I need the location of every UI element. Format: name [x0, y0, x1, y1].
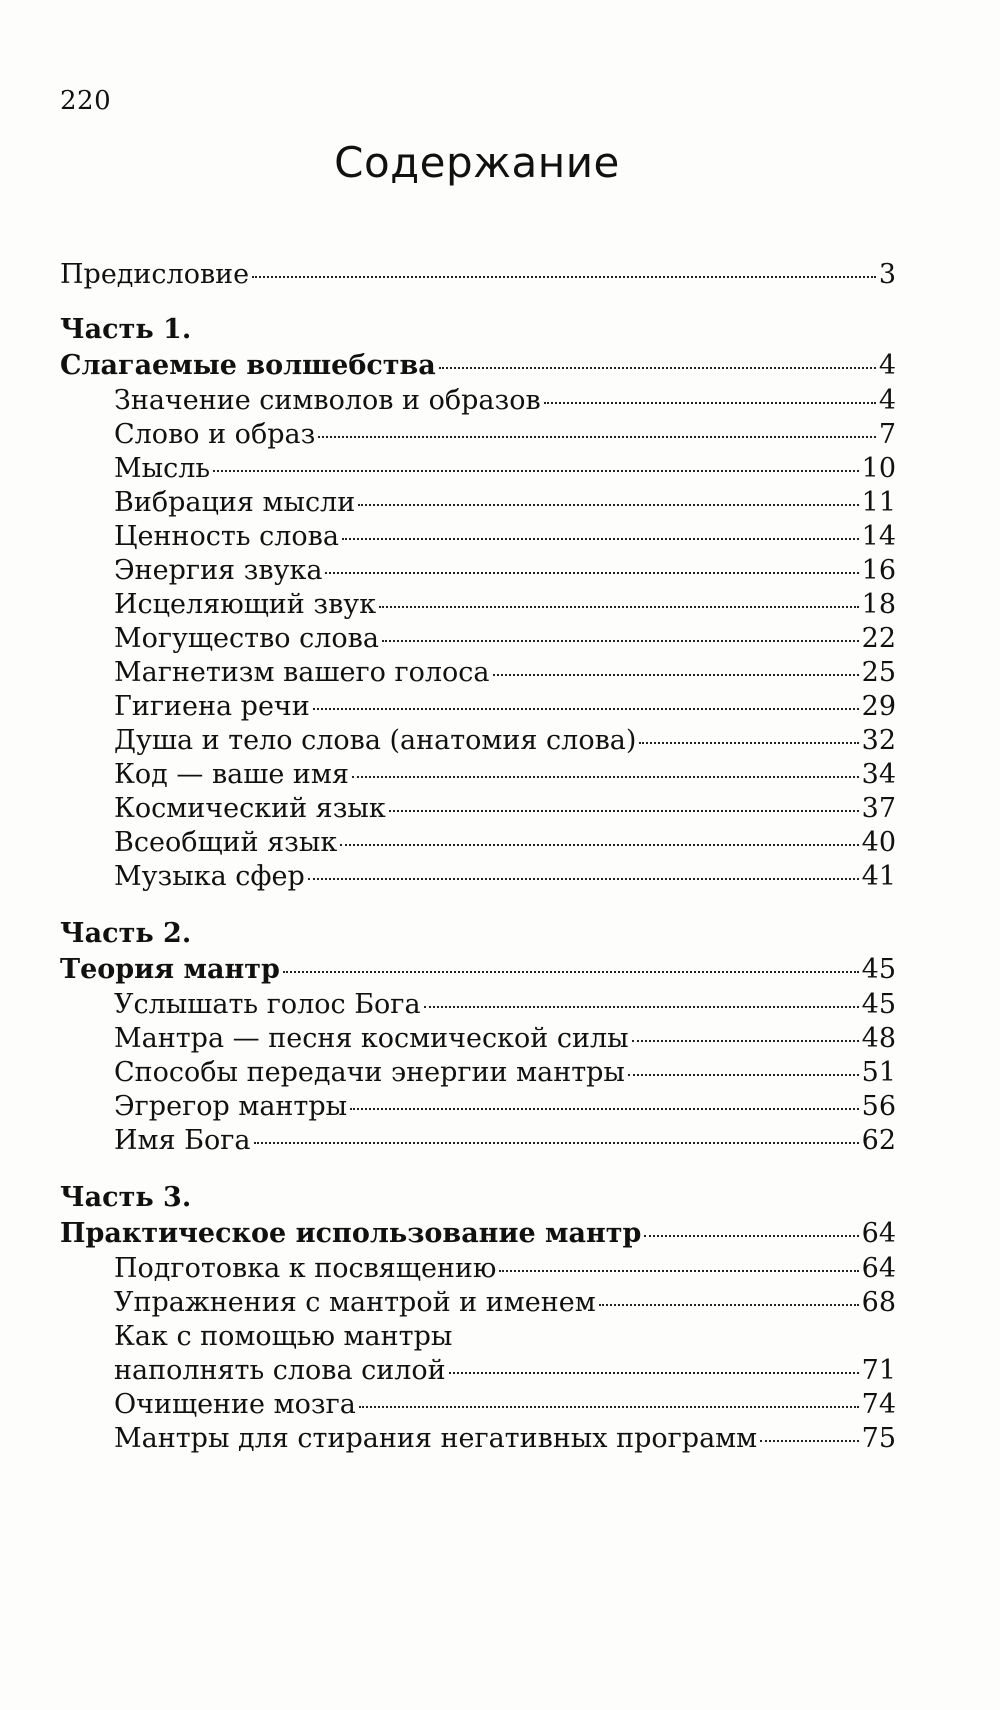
toc-part-title[interactable] [60, 953, 896, 987]
dot-leader [544, 402, 876, 404]
dot-leader [632, 1040, 859, 1042]
dot-leader [342, 538, 859, 540]
toc-entry-preface[interactable] [60, 258, 896, 292]
dot-leader [493, 674, 859, 676]
part-heading: Часть 2. [60, 918, 192, 949]
toc-entry-label: Всеобщий язык [114, 827, 338, 858]
dot-leader [499, 1270, 858, 1272]
dot-leader [252, 276, 876, 278]
toc-entry-page: 29 [861, 691, 896, 722]
toc-entry-label: Значение символов и образов [114, 385, 541, 416]
dot-leader [639, 742, 858, 744]
page-number: 220 [60, 86, 112, 116]
toc-entry-page: 51 [861, 1057, 896, 1088]
toc-entry-page: 75 [861, 1423, 896, 1454]
toc-part-page: 45 [861, 954, 896, 985]
toc-entry-label: Мантры для стирания негативных программ [114, 1423, 758, 1454]
toc-entry[interactable] [114, 554, 896, 588]
toc-entry-page: 40 [861, 827, 896, 858]
dot-leader [439, 367, 876, 369]
toc-entry-page: 34 [861, 759, 896, 790]
toc-entry-label: Исцеляющий звук [114, 589, 377, 620]
toc-part-page: 64 [861, 1218, 896, 1249]
toc-entry[interactable] [114, 622, 896, 656]
toc-entry-page: 74 [861, 1389, 896, 1420]
dot-leader [628, 1074, 859, 1076]
toc-entry[interactable] [114, 384, 896, 418]
toc-entry-label: Магнетизм вашего голоса [114, 657, 490, 688]
part-heading: Часть 3. [60, 1182, 192, 1213]
toc-entry-page: 25 [861, 657, 896, 688]
toc-entry-label: Упражнения с мантрой и именем [114, 1287, 596, 1318]
toc-entry-label: Мантра — песня космической силы [114, 1023, 629, 1054]
toc-entry[interactable] [114, 1056, 896, 1090]
toc-entry-label: Предисловие [60, 259, 250, 290]
toc-entry-label: Код — ваше имя [114, 759, 349, 790]
toc-entry-page: 18 [861, 589, 896, 620]
toc-entry[interactable] [114, 1286, 896, 1320]
toc-entry-label: Душа и тело слова (анатомия слова) [114, 725, 637, 756]
dot-leader [760, 1440, 858, 1442]
page-title: Содержание [334, 138, 620, 187]
dot-leader [254, 1142, 859, 1144]
dot-leader [308, 878, 859, 880]
toc-entry[interactable] [114, 418, 896, 452]
toc-entry-page: 22 [861, 623, 896, 654]
dot-leader [213, 470, 859, 472]
toc-entry-page: 3 [878, 259, 896, 290]
toc-entry-label: Эгрегор мантры [114, 1091, 348, 1122]
toc-entry[interactable] [114, 1354, 896, 1388]
toc-entry-label: Мысль [114, 453, 211, 484]
toc-entry-label: Вибрация мысли [114, 487, 356, 518]
toc-entry[interactable] [114, 758, 896, 792]
dot-leader [350, 1108, 859, 1110]
toc-entry-label: наполнять слова силой [114, 1355, 446, 1386]
toc-entry-label: Ценность слова [114, 521, 339, 552]
toc-entry-label: Гигиена речи [114, 691, 310, 722]
toc-entry[interactable] [114, 792, 896, 826]
toc-entry-page: 68 [861, 1287, 896, 1318]
toc-entry-page: 10 [861, 453, 896, 484]
toc-entry-page: 7 [878, 419, 896, 450]
dot-leader [599, 1304, 859, 1306]
toc-entry[interactable] [114, 690, 896, 724]
dot-leader [389, 810, 859, 812]
toc-entry[interactable] [114, 1022, 896, 1056]
toc-entry[interactable] [114, 826, 896, 860]
toc-entry[interactable] [114, 988, 896, 1022]
toc-entry-label: Могущество слова [114, 623, 379, 654]
toc-entry-page: 48 [861, 1023, 896, 1054]
dot-leader [325, 572, 858, 574]
toc-part-label: Теория мантр [60, 954, 280, 985]
toc-entry-page: 62 [861, 1125, 896, 1156]
toc-entry-page: 32 [861, 725, 896, 756]
toc-entry-label: Музыка сфер [114, 861, 305, 892]
toc-entry[interactable] [114, 656, 896, 690]
dot-leader [382, 640, 859, 642]
dot-leader [379, 606, 859, 608]
dot-leader [318, 436, 876, 438]
toc-entry-label: Подготовка к посвящению [114, 1253, 497, 1284]
dot-leader [313, 708, 859, 710]
toc-entry[interactable] [114, 860, 896, 894]
toc-entry-label: Способы передачи энергии мантры [114, 1057, 625, 1088]
toc-entry[interactable] [114, 588, 896, 622]
dot-leader [283, 971, 859, 973]
dot-leader [359, 1406, 859, 1408]
toc-entry-label: Слово и образ [114, 419, 316, 450]
toc-entry-page: 64 [861, 1253, 896, 1284]
toc-entry[interactable] [114, 1124, 896, 1158]
toc-entry[interactable] [114, 520, 896, 554]
toc-part-page: 4 [878, 350, 896, 381]
toc-entry-label: Услышать голос Бога [114, 989, 421, 1020]
toc-entry-page: 16 [861, 555, 896, 586]
toc-entry-label: Космический язык [114, 793, 386, 824]
toc-entry[interactable] [114, 724, 896, 758]
toc-part-label: Практическое использование мантр [60, 1218, 642, 1249]
dot-leader [358, 504, 858, 506]
toc-entry-page: 11 [861, 487, 896, 518]
toc-entry[interactable] [114, 1422, 896, 1456]
toc-part-title[interactable] [60, 1217, 896, 1251]
toc-entry-page: 14 [861, 521, 896, 552]
toc-part-label: Слагаемые волшебства [60, 350, 436, 381]
toc-entry-page: 41 [861, 861, 896, 892]
toc-entry-page: 37 [861, 793, 896, 824]
toc-entry[interactable] [114, 452, 896, 486]
toc-entry[interactable] [114, 1090, 896, 1124]
dot-leader [424, 1006, 859, 1008]
dot-leader [449, 1372, 859, 1374]
toc-part-title[interactable] [60, 349, 896, 383]
dot-leader [644, 1235, 858, 1237]
toc-entry-page: 45 [861, 989, 896, 1020]
toc-entry-label: Энергия звука [114, 555, 323, 586]
toc-entry-label-line1[interactable]: Как с помощью мантры [114, 1321, 453, 1352]
toc-entry-label: Очищение мозга [114, 1389, 356, 1420]
toc-entry-page: 71 [861, 1355, 896, 1386]
toc-entry-page: 4 [878, 385, 896, 416]
part-heading: Часть 1. [60, 314, 192, 345]
toc-entry-label: Имя Бога [114, 1125, 251, 1156]
toc-entry[interactable] [114, 486, 896, 520]
toc-entry[interactable] [114, 1252, 896, 1286]
dot-leader [340, 844, 858, 846]
toc-entry[interactable] [114, 1388, 896, 1422]
toc-entry-page: 56 [861, 1091, 896, 1122]
dot-leader [352, 776, 859, 778]
